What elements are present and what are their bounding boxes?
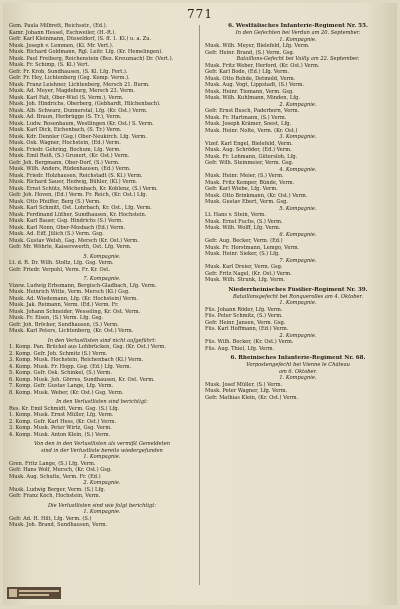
casualty-entry: Musk. Joh. Brand, Sundhausen, Verm.	[9, 522, 108, 528]
casualty-entry: Musk. Richard Sauer, Hedwig, Bühler, (Kl.) Verm.	[9, 179, 138, 185]
casualty-entry: Gefr. Karl Wiebe, Lfg. Verm.	[205, 186, 278, 192]
casualty-entry: 4. Komp. Musk. Anton Klein, (S.) Verm.	[9, 431, 111, 438]
casualty-entry: Musk. Aug. Schulte, Verm. Fr. (Ed.)	[9, 473, 101, 480]
casualty-entry: Musk. Wilh. Kuhlmann, Minden, Lfg.	[205, 95, 300, 101]
casualty-entry: Musk. Fr. Lohmann, Gütersloh, Lfg.	[205, 153, 298, 160]
section-heading: 1. Kompagnie.	[83, 509, 121, 515]
casualty-entry: 2. Komp. Gefr. Joh. Schmitz (S.) Verm.	[9, 350, 108, 357]
section-heading: 6. Kompagnie.	[279, 231, 317, 238]
casualty-entry: Gefr. Fr. Krob, Sundhausen, (S. Kl. Lfg. Fert.).	[9, 68, 128, 75]
section-heading: 1. Kompagnie.	[279, 300, 317, 306]
casualty-entry: Füs. Aug. Thiel, Lfg. Verm.	[205, 345, 275, 352]
casualty-entry: Musk. Ernst Fuchs, (S.) Verm.	[205, 218, 283, 225]
casualty-entry: Gefr. Ad. H. Hilt, Lfg. Verm. (S.)	[9, 515, 92, 522]
casualty-entry: Musk. Jak. Reimann, Verm. (Ed.) Verm. Fr.	[9, 302, 119, 308]
casualty-entry: Musk. Fr. Schimp, (S. Kl.) Vert.	[9, 62, 90, 68]
casualty-entry: Gefr. Aug. Becker, Verm. (Ed.)	[205, 238, 283, 244]
casualty-entry: 8. Komp. Musk. Weber, (Kr. Ost.) Gsg. Verm.	[9, 389, 124, 396]
casualty-entry: Gefr. Heinr. Jansen, Verm. Gsg.	[205, 319, 286, 326]
casualty-entry: Musk. Alb. Schwarz, Dunnerstal, Lfg. (Kr. Ost.) Verm.	[9, 107, 148, 114]
casualty-entry: Gefr. Mathias Klein, (Kr. Ost.) Verm.	[205, 394, 299, 401]
casualty-entry: Musk. Karl Dick, Eichenbach, (S. Tr.) Verm.	[9, 127, 122, 133]
casualty-entry: Musk. Ernst Schütz, Möchenbach, Kr. Koblenz, (S.) Verm.	[9, 185, 158, 192]
casualty-entry: Musk. Karl Dreier, Verm. Gsg.	[205, 264, 283, 270]
casualty-entry: Musk. Friedr. Holzhausen, Reichstadt (S. Kl.) Verm.	[9, 172, 143, 179]
casualty-entry: Musk. Aug. Vogt, Lippstadt, (S.) Verm.	[205, 82, 305, 88]
casualty-entry: Musk. Ad. Eiff, Jülich (S.) Verm. Gsg.	[9, 231, 104, 237]
casualty-entry: Musk. Otto Brinkmann, (Kr. Ost.) Verm.	[205, 192, 308, 199]
section-heading: In den Verlustlisten sind nicht aufgeführt:	[47, 337, 157, 344]
casualty-entry: Gefr. Ernst Busch, Paderborn, Verm.	[205, 108, 300, 114]
casualty-entry: Musk. Otto Rohde, Detmold, Verm.	[205, 75, 296, 82]
section-heading: Vorpostengefecht bei Vienne le Château	[246, 362, 350, 368]
casualty-entry: Lt. Hans v. Stein, Verm.	[205, 212, 266, 218]
casualty-entry: 5. Komp. Gefr. Osk. Schinkel, (S.) Verm.	[9, 370, 112, 376]
section-heading: In den Verlustlisten sind berichtigt:	[56, 399, 148, 405]
casualty-entry: 1. Komp. Musk. Ernst Müller, Lfg. Verm.	[9, 412, 114, 418]
casualty-entry: Vizef. Karl Engel, Bielefeld, Verm.	[205, 140, 293, 147]
casualty-entry: Gefr. Karl Bode, (Ed.) Lfg. Verm.	[205, 69, 289, 75]
casualty-entry: Musk. Aug. Schröder, (Ed.) Verm.	[205, 147, 292, 153]
casualty-entry: Musk. Fr. Hartmann, (S.) Verm.	[205, 114, 287, 121]
casualty-entry: Gefr. Friedr. Verpohl, Verm. Fr. Kr. Ost.	[9, 266, 110, 273]
casualty-entry: 2. Komp. Gefr. Karl Hess, (Kr. Ost.) Verm.	[9, 418, 117, 425]
casualty-entry: Musk. Ferdinand Lüther, Sundhausen, Kr. Hochstein.	[9, 211, 147, 218]
section-heading: 5. Kompagnie.	[83, 253, 121, 260]
casualty-entry: 7. Komp. Gefr. Gustav Lange, Lfg. Verm.	[9, 383, 114, 389]
casualty-entry: Gefr. Karl Kleinmann, Düsseldorf, (S. ff. 1. Kl.) u. a. Zu.	[9, 36, 152, 42]
section-heading: 7. Kompagnie.	[83, 276, 121, 282]
casualty-entry: Musk. Karl Peters, Lichtenberg, (Kr. Ost.) Verm.	[9, 328, 134, 334]
casualty-entry: Musk. Gustav Ebert, Verm. Gsg.	[205, 199, 288, 205]
casualty-entry: Musk. Karl Schmitt, Ost. Lohrbach, Kr. Ost., Lfg. Verm.	[9, 205, 152, 211]
casualty-entry: Gefr. Mr. Wöhrle, Kaiserswerth, Ost. Lfg. Verm.	[9, 244, 132, 250]
casualty-entry: Musk. Fritz Weber, Herford, (Kr. Ost.) Verm.	[205, 62, 320, 69]
casualty-entry: Musk. Fr. Eisen, (S.) Verm. Lfg. Gsg.	[9, 315, 104, 321]
casualty-entry: Musk. Karl Bauer, Gsg. Hindrichs (S.) Verm.	[9, 218, 124, 224]
section-heading: 1. Kompagnie.	[279, 375, 317, 381]
casualty-entry: Vizew. Ludwig Erbsmann, Bergisch-Gladbach, Lfg. Verm.	[9, 282, 157, 289]
casualty-entry: Musk. Kdr. Dennler (Gsg.) Ober-Neukirch. Lfg. Verm.	[9, 133, 147, 140]
casualty-entry: Musk. Emil Reiß, (S.) Grunert, (Kr. Ost.) Verm.	[9, 153, 130, 159]
casualty-entry: Musk. Joseph v. Lemmen, (Kl. Mr. Vert.).	[9, 42, 114, 49]
section-heading: In den Gefechten bei Verdun am 20. September.	[235, 30, 361, 36]
section-heading: 2. Kompagnie.	[279, 101, 317, 108]
page-number: 771	[187, 7, 213, 21]
casualty-entry: Musk. Ad. Wiedemann, Lfg. (Kr. Hochstein) Verm.	[9, 295, 138, 302]
section-heading: 1. Kompagnie.	[83, 454, 121, 460]
regiment-heading: 6. Rheinisches Infanterie-Regiment Nr. 68.	[230, 355, 366, 361]
section-heading: Bataillons-Gefecht bei Vailly am 22. September.	[236, 56, 360, 62]
casualty-entry: Gefr. Heinr. Brand, (S.) Verm. Gsg.	[205, 49, 295, 56]
left-column	[9, 23, 195, 583]
casualty-entry: Musk. Franz Leishner, Lichtenberg, Mersch 21. Burm.	[9, 81, 150, 88]
casualty-entry: Musk. Richard Goldmann, Rgl. Leitr. Lfg. (Kr. Hemelingen).	[9, 49, 163, 55]
casualty-entry: Musk. Johann Schneider, Wesseling, Kr. Ost. Verm.	[9, 308, 141, 315]
casualty-entry: Musk. Heinrich Witte, Verm. Mersch (Kl.) Gsg.	[9, 289, 130, 295]
casualty-entry: Füs. Wilh. Becker, (Kr. Ost.) Verm.	[205, 339, 294, 345]
casualty-entry: Musk. Karl Falt, Ober-Wiel (S. Verm.), Verm.	[9, 94, 124, 101]
casualty-entry: Gefr. Wilh. Steinmeier, Verm. Gsg.	[205, 160, 294, 166]
section-heading: am 6. Oktober.	[278, 368, 318, 375]
casualty-entry: Musk. Ad. Meyer, Magdeburg, Mersch 23. Verm.	[9, 88, 135, 94]
casualty-entry: Musk. Peter Wagner, Lfg. Verm.	[205, 388, 288, 394]
casualty-entry: 4. Komp. Musk. Fr. Hopp. Gsg. (Ed.) Lfg. Verm.	[9, 363, 132, 370]
casualty-entry: 3. Komp. Musk. Hochstein, Reichenbach (Kl.) Verm.	[9, 357, 144, 363]
casualty-entry: Musk. Heinr. Sieker, (S.) Lfg.	[205, 251, 280, 257]
section-heading: 7. Kompagnie.	[279, 257, 317, 264]
section-heading: 2. Kompagnie.	[279, 332, 317, 339]
casualty-entry: Gefr. Franz Koch, Hochstein, Verm.	[9, 493, 101, 499]
casualty-entry: Musk. Joh. Hindrichs, Oberberg, (Gebhardt, Hilchenbach).	[9, 101, 161, 107]
casualty-entry: Musk. Paul Freiberg, Reichenstein (Bez. Kreuznach) Dr. (Vert.).	[9, 55, 174, 62]
casualty-entry: Musk. Otto Pfeiffer, Berg (S.) Verm.	[9, 198, 101, 205]
casualty-entry: Kamr. Johann Hessel, Eschweiler, (H.-R.).	[9, 29, 117, 36]
casualty-entry: Musk. Karl Nonn, Ober-Mosbach (Ed.) Verm.	[9, 224, 126, 231]
casualty-entry: Füs. Peter Schmitz, (S.) Verm.	[205, 313, 283, 319]
section-heading: Bataillonsgefecht bei Ronquerolles am 4. Oktober.	[232, 293, 364, 300]
casualty-entry: Füs. Johann Röder, Lfg. Verm.	[205, 306, 283, 313]
casualty-entry: Musk. Heinr. Meier, (S.) Verm.	[205, 173, 284, 179]
casualty-entry: 6. Komp. Musk. Joh. Görres, Sundhausen, Kr. Ost. Verm.	[9, 376, 155, 383]
casualty-entry: Musk. Wilh. Strunk, Lfg. Verm.	[205, 277, 286, 283]
casualty-entry: Musk. Joseph Krämer, Soest, Lfg.	[205, 121, 292, 127]
casualty-entry: Musk. Ludw. Rosenbaum, Westlingen (Kr. Ost.) S. Verm.	[9, 120, 154, 127]
casualty-entry: Musk. Fr. Horstmann, Lemgo, Verm.	[205, 244, 300, 251]
column-divider	[199, 25, 200, 585]
casualty-entry: Musk. Ludwig Berger, Verm. (S.) Lfg.	[9, 486, 106, 493]
casualty-entry: Res. Kr. Emil Schmidt, Verm. Gsg. (S.) Lfg.	[9, 405, 120, 412]
section-heading: sind in der Verlustliste bereits wiedergefunden	[41, 447, 163, 454]
right-column	[205, 23, 391, 583]
section-heading: Von den in den Verlustlisten als vermißt Gemeldeten	[33, 441, 171, 447]
casualty-entry: Musk. Wilh. Wolff, Lfg. Verm.	[205, 225, 281, 231]
casualty-entry: Gren. Fritz Lange, (S.) Lfg. Verm.	[9, 460, 96, 467]
casualty-entry: Füs. Karl Hoffmann, (Ed.) Verm.	[205, 326, 289, 332]
section-heading: 1. Kompagnie.	[279, 36, 317, 43]
casualty-entry: Gefr. Hans Wolf, Mersch, (Kr. Ost.) Gsg.	[9, 467, 112, 473]
section-heading: 3. Kompagnie.	[279, 134, 317, 140]
casualty-entry: Gefr. Joh. Bröcker, Sundhausen, (S.) Verm.	[9, 321, 119, 328]
casualty-entry: Musk. Ad. Braun, Herbrügge (S. Tr.), Verm.	[9, 114, 122, 120]
newspaper-page	[3, 3, 397, 605]
casualty-entry: Gefr. Joh. Hoven, (Ed.) Verm. Fr. Reich, (Kr. Ost.) Lfg.	[9, 192, 148, 198]
casualty-entry: Gefr. Fr. Hey, Lichtenberg (Gsg. Komp. Verm.).	[9, 75, 130, 81]
regiment-heading: 6. Westfälisches Infanterie-Regiment Nr. 55.	[228, 23, 368, 29]
casualty-entry: Gefr. Fritz Nagel, (Kr. Ost.) Verm.	[205, 270, 292, 277]
casualty-entry: Musk. Heinr. Nolte, Verm. (Kr. Ost.)	[205, 127, 298, 134]
regiment-heading: Niederrheinisches Füsilier-Regiment Nr. 39.	[228, 286, 368, 293]
section-heading: 2. Kompagnie.	[83, 480, 121, 486]
casualty-entry: Musk. Gustav Welsh, Gsg. Mersch (Kr. Ost.) Verm.	[9, 237, 139, 244]
section-heading: Die Verlustlisten sind wie folgt berichtigt:	[47, 502, 157, 509]
casualty-entry: 3. Komp. Musk. Peter Wirtz, Gsg. Verm.	[9, 425, 112, 431]
casualty-entry: Gem. Paula Milbrett, Reichsstr., (Ed.).	[9, 23, 108, 29]
casualty-entry: Gefr. Joh. Bergmann, Ober-Dorf, (S.) Verm.	[9, 159, 120, 166]
casualty-entry: 1. Komp. Pan. Brückel aus Lohbrücken, Gsg. (Kr. Ost.) Verm.	[9, 344, 166, 350]
section-heading: 5. Kompagnie.	[279, 205, 317, 212]
casualty-entry: Musk. Wilh. Meyer, Bielefeld, Lfg. Verm.	[205, 43, 310, 49]
casualty-entry: Musk. Fritz Kemper, Bünde, Verm.	[205, 179, 295, 186]
casualty-entry: Lt. d. R. Dr. Wilh. Stoltz, Lfg. Gsg. Verm.	[9, 260, 114, 266]
casualty-entry: Musk. Friedr. Gehring, Bochum, Lfg. Verm.	[9, 146, 121, 153]
casualty-entry: Musk. Osk. Wagner, Hochstein, (Ed.) Verm.	[9, 140, 121, 146]
casualty-entry: Musk. Wilh. Anders, Rüdenhausen, (Ed.) Verm.	[9, 166, 131, 172]
casualty-entry: Musk. Josef Müller, (S.) Verm.	[205, 381, 283, 388]
section-heading: 4. Kompagnie.	[279, 166, 317, 173]
casualty-entry: Musk. Heinr. Tiemann, Verm. Gsg.	[205, 88, 294, 95]
library-logo-icon	[7, 587, 61, 599]
